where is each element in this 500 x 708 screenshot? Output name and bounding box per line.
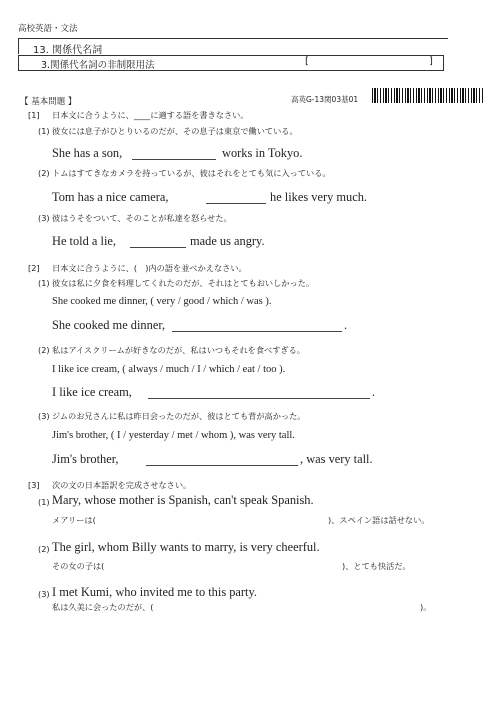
p2-q3-number: (3) — [38, 411, 50, 421]
p2-q1-answer-blank[interactable] — [172, 330, 342, 332]
p2-q2-japanese: 私はアイスクリームが好きなのだが、私はいつもそれを食べすぎる。 — [52, 345, 305, 355]
part3-label: [3] — [28, 480, 40, 490]
p3-q1-jp-post: )、スペイン語は話せない。 — [328, 515, 430, 525]
p2-q1-japanese: 彼女は私に夕食を料理してくれたのだが、それはとてもおいしかった。 — [52, 278, 315, 288]
p2-q1-answer-pre: She cooked me dinner, — [52, 318, 166, 332]
p2-q3-japanese: ジムのお兄さんに私は昨日会ったのだが、彼はとても背が高かった。 — [52, 411, 306, 421]
unit-row — [18, 38, 449, 54]
p2-q1-number: (1) — [38, 278, 50, 288]
part2-instruction: 日本文に合うように、( )内の語を並べかえなさい。 — [52, 263, 247, 273]
p2-q2-number: (2) — [38, 345, 50, 355]
p2-q3-answer-pre: Jim's brother, — [52, 452, 119, 466]
worksheet-code: 高英G-13関03基01 — [291, 95, 359, 104]
p1-q3-english-post: made us angry. — [190, 234, 265, 248]
p3-q2-jp-pre: その女の子は( — [52, 561, 105, 571]
p2-q1-answer-post: . — [344, 318, 348, 332]
name-bracket-open: [ — [305, 56, 309, 67]
p1-q1-english-pre: She has a son, — [52, 146, 123, 160]
p3-q3-jp-pre: 私は久美に会ったのだが、( — [52, 602, 154, 612]
lesson-box — [18, 55, 444, 71]
p3-q2-english: The girl, whom Billy wants to marry, is very cheerful. — [52, 540, 320, 554]
unit-title: 13. 関係代名詞 — [33, 45, 103, 56]
p2-q2-answer-pre: I like ice cream, — [52, 385, 132, 399]
p1-q2-japanese: トムはすてきなカメラを持っているが、彼はそれをとても気に入っている。 — [52, 168, 331, 178]
p3-q3-jp-post: )。 — [420, 602, 432, 612]
p2-q1-words: She cooked me dinner, ( very / good / which / was ). — [52, 296, 272, 307]
p1-q2-english-post: he likes very much. — [270, 190, 368, 204]
p3-q1-jp-pre: メアリーは( — [52, 515, 96, 525]
p3-q2-number: (2) — [38, 544, 50, 554]
part2-label: [2] — [28, 263, 40, 273]
p3-q1-english: Mary, whose mother is Spanish, can't speak Spanish. — [52, 493, 314, 507]
p1-q1-answer-blank[interactable] — [132, 158, 216, 160]
section-title: 【 基本問題 】 — [20, 97, 77, 107]
p3-q1-number: (1) — [38, 497, 50, 507]
p2-q2-words: I like ice cream, ( always / much / I / which / eat / too ). — [52, 364, 286, 375]
p1-q3-japanese: 彼はうそをついて、そのことが私達を怒らせた。 — [52, 213, 232, 223]
p2-q3-answer-blank[interactable] — [146, 464, 298, 466]
part1-label: [1] — [28, 110, 40, 120]
barcode-icon — [372, 88, 484, 103]
p2-q3-answer-post: , was very tall. — [300, 452, 373, 466]
p1-q1-japanese: 彼女には息子がひとりいるのだが、その息子は東京で働いている。 — [52, 126, 298, 136]
p1-q2-number: (2) — [38, 168, 50, 178]
p1-q1-number: (1) — [38, 126, 50, 136]
p3-q3-english: I met Kumi, who invited me to this party. — [52, 585, 257, 599]
p2-q2-answer-blank[interactable] — [148, 397, 370, 399]
p2-q3-words: Jim's brother, ( I / yesterday / met / whom ), was very tall. — [52, 430, 295, 441]
p1-q2-answer-blank[interactable] — [206, 202, 266, 204]
part1-instruction: 日本文に合うように、____に適する語を書きなさい。 — [52, 110, 249, 120]
p1-q3-english-pre: He told a lie, — [52, 234, 116, 248]
p1-q3-number: (3) — [38, 213, 50, 223]
name-bracket-close: ] — [429, 56, 433, 67]
p3-q2-jp-post: )、とても快活だ。 — [342, 561, 411, 571]
p1-q2-english-pre: Tom has a nice camera, — [52, 190, 169, 204]
p3-q3-number: (3) — [38, 589, 50, 599]
part3-instruction: 次の文の日本語訳を完成させなさい。 — [52, 480, 192, 490]
lesson-title: 3.関係代名詞の非制限用法 — [41, 60, 155, 71]
p1-q1-english-post: works in Tokyo. — [222, 146, 303, 160]
p2-q2-answer-post: . — [372, 385, 376, 399]
p1-q3-answer-blank[interactable] — [130, 246, 186, 248]
course-label: 高校英語・文法 — [18, 24, 78, 34]
